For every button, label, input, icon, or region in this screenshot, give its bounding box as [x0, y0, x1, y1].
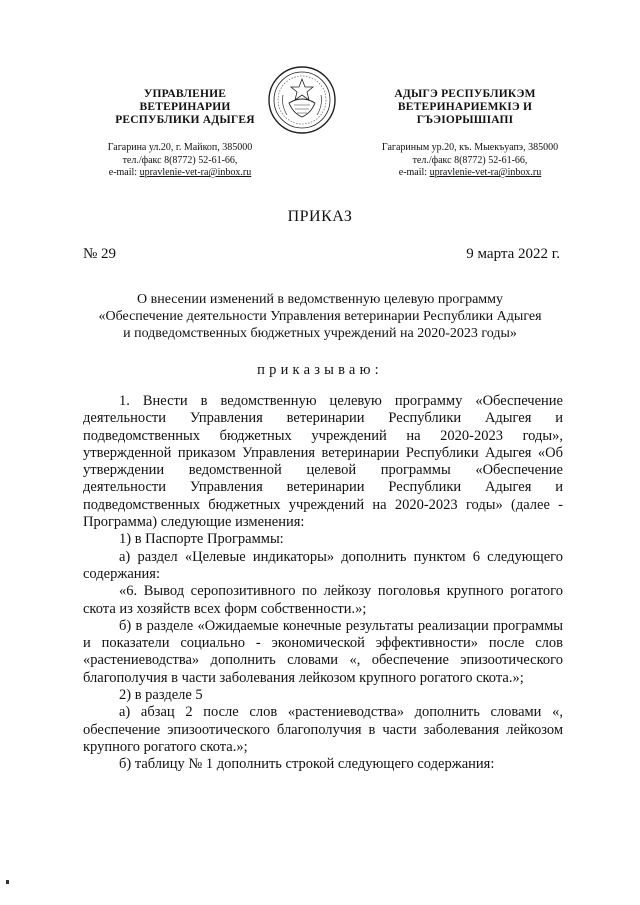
- org-name-left-line: ВЕТЕРИНАРИИ: [139, 101, 231, 113]
- order-date: 9 марта 2022 г.: [466, 246, 560, 262]
- coat-of-arms-icon: [267, 65, 337, 135]
- subject-line: и подведомственных бюджетных учреждений на 2020-2023 годы»: [123, 326, 517, 341]
- email-label-left: e-mail:: [108, 167, 140, 178]
- paragraph: а) раздел «Целевые индикаторы» дополнить пунктом 6 следующего содержания:: [83, 548, 563, 582]
- email-link-left[interactable]: upravlenie-vet-ra@inbox.ru: [139, 167, 252, 178]
- org-name-left: [100, 88, 270, 127]
- paragraph: «6. Вывод серопозитивного по лейкозу поголовья крупного рогатого скота из хозяйств всех форм собственности.»;: [83, 583, 563, 617]
- address-block-right: [365, 142, 575, 180]
- document-body: [83, 393, 563, 774]
- paragraph: б) таблицу № 1 дополнить строкой следующего содержания:: [119, 756, 495, 773]
- address-right: Гагариным ур.20, къ. Мыекъуапэ, 385000: [381, 142, 559, 153]
- paragraph: а) абзац 2 после слов «растениеводства» дополнить словами «, обеспечение эпизоотического благополучия в части заболевания лейкозом крупного рогатого скота.»;: [83, 704, 563, 755]
- subject-line: О внесении изменений в ведомственную целевую программу: [137, 292, 503, 307]
- paragraph: б) в разделе «Ожидаемые конечные результаты реализации программы и показатели социально - экономической эффективности» после слов «растениеводства» дополнить словами «, обеспечение эпизоотического благополучия в части заболевания лейкозом крупного рогатого скота.»;: [83, 617, 563, 686]
- phone-left: тел./факс 8(8772) 52-61-66,: [122, 154, 238, 166]
- address-left: Гагарина ул.20, г. Майкоп, 385000: [107, 142, 253, 153]
- org-name-right-line: ГЪЭIОРЫШIАПI: [416, 114, 514, 126]
- phone-right: тел./факс 8(8772) 52-61-66,: [412, 154, 528, 166]
- order-word: приказываю:: [257, 362, 383, 378]
- document-title: ПРИКАЗ: [287, 208, 353, 225]
- paragraph: 2) в разделе 5: [119, 687, 203, 704]
- org-name-right: [375, 88, 555, 127]
- org-name-right-line: АДЫГЭ РЕСПУБЛИКЭМ: [394, 88, 536, 100]
- order-subject: [60, 291, 580, 342]
- org-name-left-line: УПРАВЛЕНИЕ: [143, 88, 227, 100]
- email-label-right: e-mail:: [398, 167, 430, 178]
- scan-mark: [6, 880, 9, 884]
- address-block-left: [75, 142, 285, 180]
- paragraph: 1) в Паспорте Программы:: [119, 531, 284, 548]
- org-name-left-line: РЕСПУБЛИКИ АДЫГЕЯ: [115, 114, 255, 126]
- subject-line: «Обеспечение деятельности Управления ветеринарии Республики Адыгея: [98, 309, 542, 324]
- email-line-left: [75, 167, 285, 180]
- org-name-right-line: ВЕТЕРИНАРИЕМКIЭ И: [397, 101, 533, 113]
- paragraph: 1. Внести в ведомственную целевую программу «Обеспечение деятельности Управления ветеринарии Республики Адыгея и подведомственных бюджетных учреждений на 2020-2023 годы», утвержденной приказом Управления ветеринарии Республики Адыгея «Об утверждении ведомственной целевой программы «Обеспечение деятельности Управления ветеринарии Республики Адыгея и подведомственных бюджетных учреждений на 2020-2023 годы» (далее - Программа) следующие изменения:: [83, 393, 563, 531]
- order-number: № 29: [83, 246, 117, 262]
- email-line-right: [365, 167, 575, 180]
- email-link-right[interactable]: upravlenie-vet-ra@inbox.ru: [429, 167, 542, 178]
